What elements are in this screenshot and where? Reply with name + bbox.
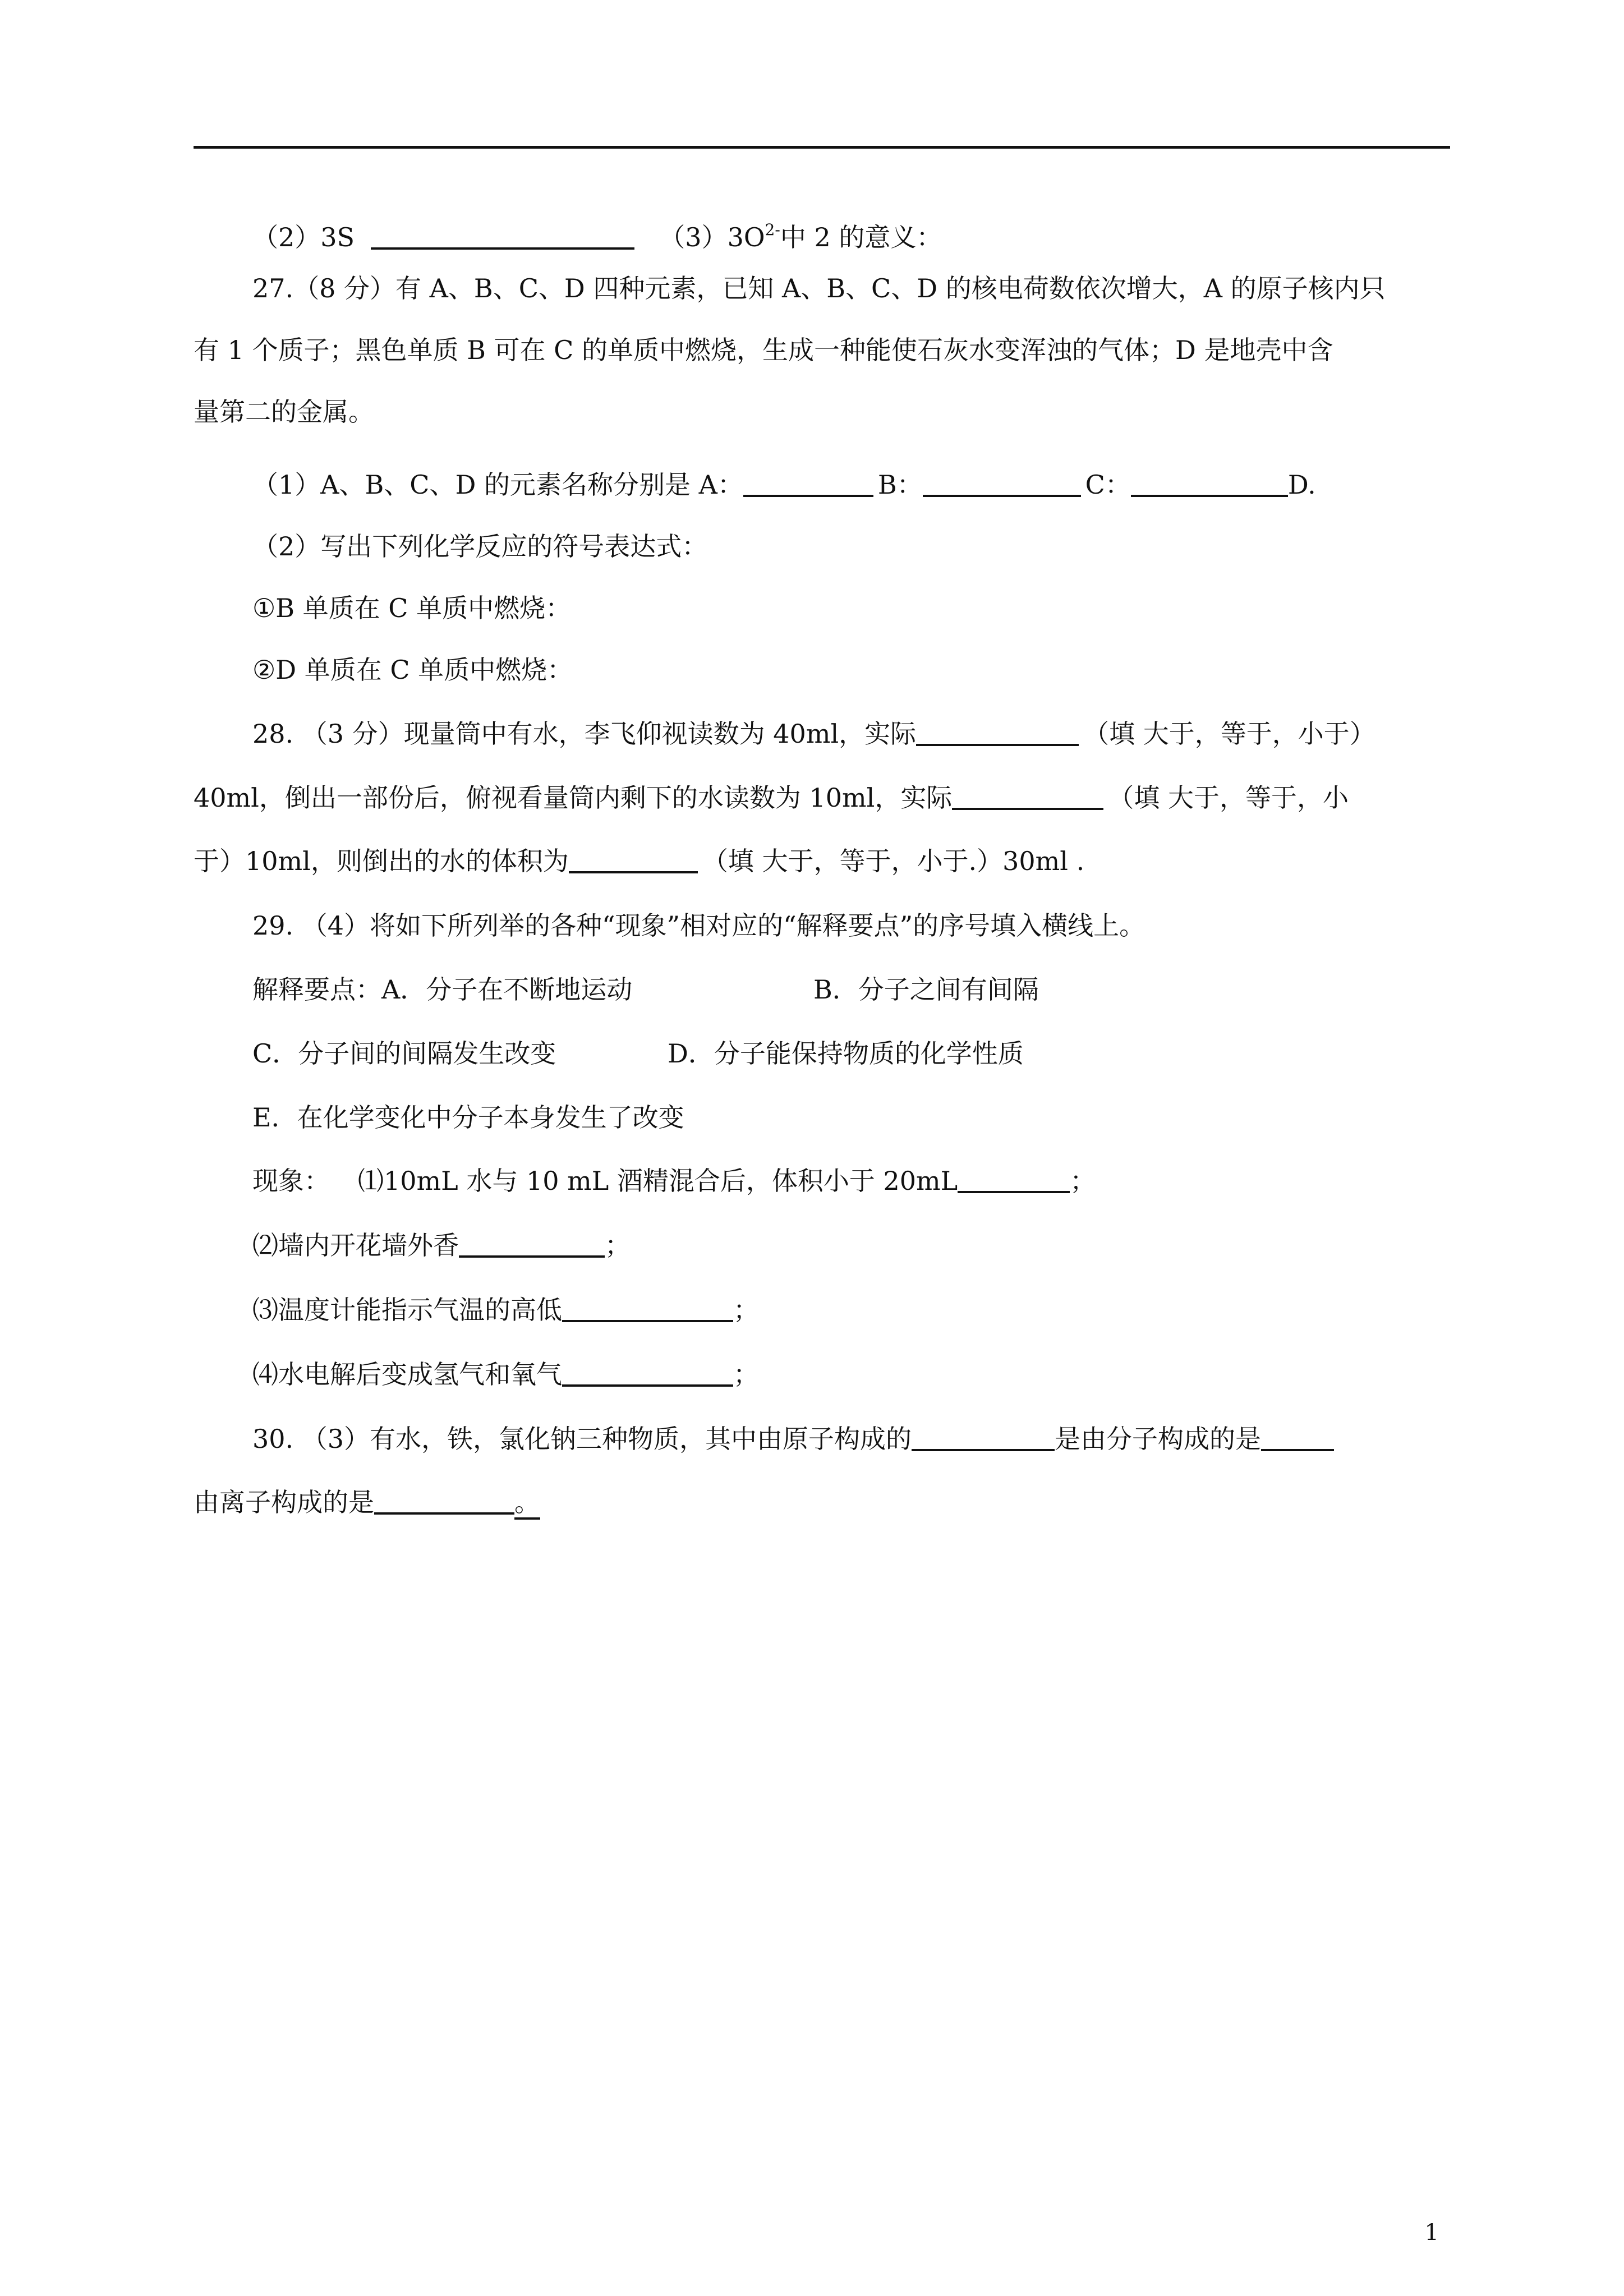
answer-blank-b[interactable] [923,470,1081,497]
q28-line-2: 40ml，倒出一部份后，俯视看量筒内剩下的水读数为 10ml，实际 （填 大于，等于，小 [194,783,1349,813]
answer-blank[interactable] [912,1424,1055,1451]
page-number: 1 [1424,2220,1439,2246]
q29-explain-row-1: 解释要点：A．分子在不断地运动 B．分子之间有间隔 [252,974,1039,1005]
answer-blank[interactable] [562,1295,733,1322]
q28-line-1: 28. （3 分）现量筒中有水，李飞仰视读数为 40ml，实际 （填 大于，等于，小于） [252,719,1375,749]
q29-phenomenon-2: ⑵墙内开花墙外香 ； [252,1230,631,1260]
q29-phenomenon-3: ⑶温度计能指示气温的高低 ； [252,1295,759,1325]
q26-part3: $(3)3O^{2-}$中 2 的意义： [659,220,942,252]
q29-phenomenon-1: 现象： ⑴10mL 水与 10 mL 酒精混合后，体积小于 20mL ； [252,1166,1096,1196]
q28-line-3: 于）10ml，则倒出的水的体积为 （填 大于，等于，小于.）30ml . [194,846,1085,876]
q27-sub1: （1）A、B、C、D 的元素名称分别是 A： B： C： D. [252,470,1316,500]
q29-explain-row-3: E．在化学变化中分子本身发生了改变 [252,1102,684,1133]
q27-reaction-2: ②D 单质在 C 单质中燃烧： [252,655,573,685]
q27-text-1: 27.（8 分）有 A、B、C、D 四种元素，已知 A、B、C、D 的核电荷数依次增大，A 的原子核内只 [252,273,1386,303]
q29-explain-row-2: C．分子间的间隔发生改变 D．分子能保持物质的化学性质 [252,1038,1024,1069]
q27-text-3: 量第二的金属。 [194,397,374,427]
q27-reaction-1: ①B 单质在 C 单质中燃烧： [252,593,572,623]
answer-blank[interactable] [371,223,634,250]
q29-phenomenon-4: ⑷水电解后变成氢气和氧气 ； [252,1359,759,1389]
answer-blank[interactable] [374,1488,514,1515]
q27-sub2: （2）写出下列化学反应的符号表达式： [252,531,708,562]
q30-line-2: 由离子构成的是 。 [194,1485,1450,1519]
header-rule [194,146,1450,149]
q27-text-2: 有 1 个质子；黑色单质 B 可在 C 的单质中燃烧，生成一种能使石灰水变浑浊的气体；D 是地壳中含 [194,335,1333,365]
answer-blank[interactable] [459,1231,605,1258]
q26-line [252,213,1509,254]
answer-blank[interactable] [569,846,698,873]
answer-blank[interactable] [952,783,1103,810]
answer-blank[interactable] [1261,1424,1334,1451]
answer-blank[interactable] [958,1166,1070,1193]
q30-line-1: 30. （3）有水，铁，氯化钠三种物质，其中由原子构成的 是由分子构成的是 [252,1422,1509,1456]
answer-blank-c[interactable] [1131,470,1288,497]
q26-part2: （2）3S [252,222,355,252]
answer-blank-a[interactable] [743,470,873,497]
q29-text: 29. （4）将如下所列举的各种“现象”相对应的“解释要点”的序号填入横线上。 [252,910,1145,941]
answer-blank[interactable] [562,1360,733,1387]
answer-blank[interactable] [916,719,1079,746]
